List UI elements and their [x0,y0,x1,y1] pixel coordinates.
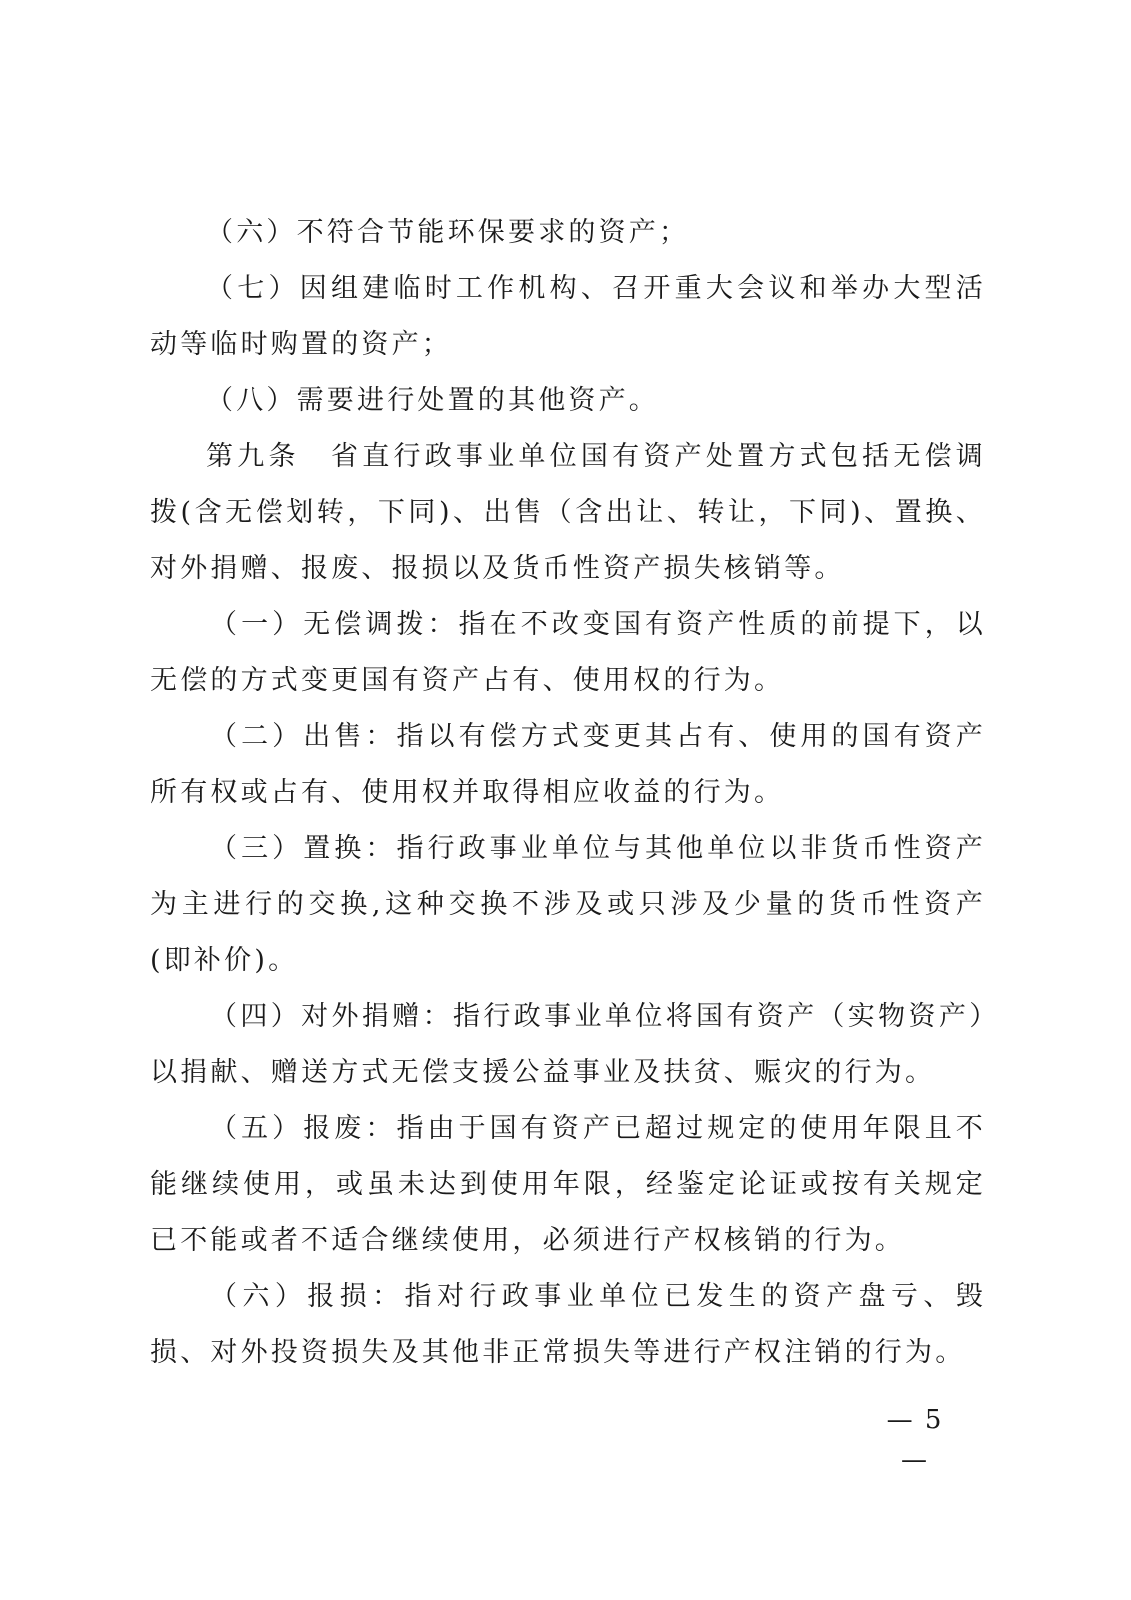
paragraph-article-9: 第九条 省直行政事业单位国有资产处置方式包括无偿调拨(含无偿划转，下同)、出售（含出让、转让，下同)、置换、对外捐赠、报废、报损以及货币性资产损失核销等。 [150,441,986,584]
paragraph-loss: （六）报损：指对行政事业单位已发生的资产盘亏、毁损、对外投资损失及其他非正常损失等进行产权注销的行为。 [150,1281,986,1368]
page-number: — 5 — [886,1405,944,1475]
document-body [150,205,986,1381]
paragraph-donation: （四）对外捐赠：指行政事业单位将国有资产（实物资产）以捐献、赠送方式无偿支援公益事业及扶贫、赈灾的行为。 [150,1001,986,1088]
paragraph-item-7: （七）因组建临时工作机构、召开重大会议和举办大型活动等临时购置的资产； [150,273,986,360]
paragraph-item-8: （八）需要进行处置的其他资产。 [206,385,659,416]
paragraph-item-6: （六）不符合节能环保要求的资产； [206,217,690,248]
paragraph-sale: （二）出售：指以有偿方式变更其占有、使用的国有资产所有权或占有、使用权并取得相应收益的行为。 [150,721,986,808]
paragraph-exchange: （三）置换：指行政事业单位与其他单位以非货币性资产为主进行的交换,这种交换不涉及或只涉及少量的货币性资产(即补价)。 [150,833,986,976]
paragraph-free-transfer: （一）无偿调拨：指在不改变国有资产性质的前提下，以无偿的方式变更国有资产占有、使用权的行为。 [150,609,986,696]
paragraph-scrap: （五）报废：指由于国有资产已超过规定的使用年限且不能继续使用，或虽未达到使用年限，经鉴定论证或按有关规定已不能或者不适合继续使用，必须进行产权核销的行为。 [150,1113,986,1256]
